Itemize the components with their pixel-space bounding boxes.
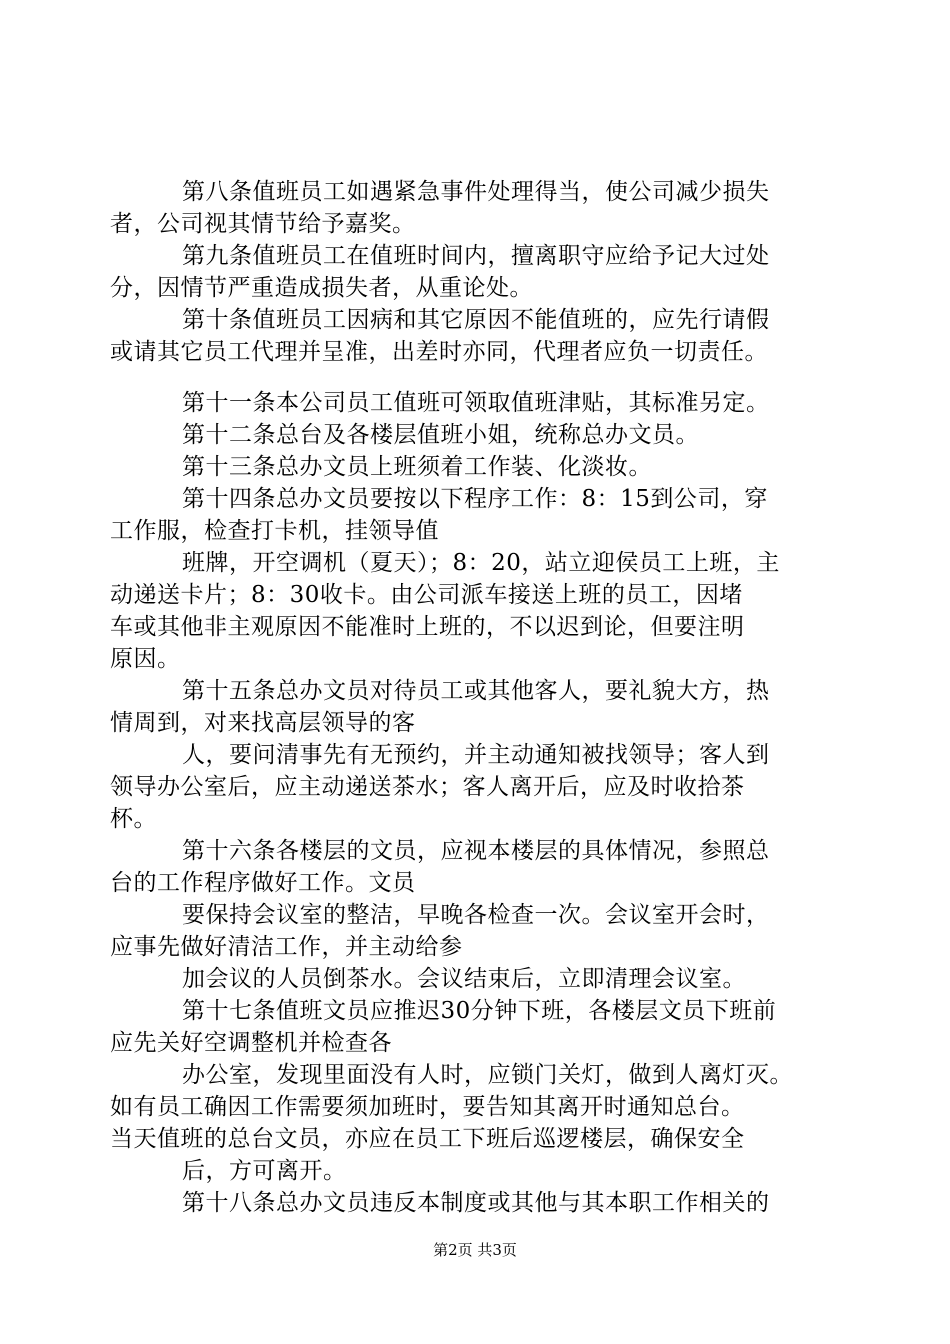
text-line: 应先关好空调整机并检查各	[110, 1030, 392, 1056]
text-line: 如有员工确因工作需要须加班时，要告知其离开时通知总台。	[110, 1094, 745, 1120]
text-line: 动递送卡片；8：30收卡。由公司派车接送上班的员工，因堵	[110, 582, 743, 608]
text-line: 办公室，发现里面没有人时，应锁门关灯，做到人离灯灭。	[182, 1062, 793, 1088]
text-line: 第十六条各楼层的文员，应视本楼层的具体情况，参照总	[182, 838, 770, 864]
text-line: 情周到，对来找高层领导的客	[110, 710, 416, 736]
text-line: 杯。	[110, 806, 157, 832]
text-line: 当天值班的总台文员，亦应在员工下班后巡逻楼层，确保安全	[110, 1126, 745, 1152]
text-line: 第十五条总办文员对待员工或其他客人，要礼貌大方，热	[182, 678, 770, 704]
text-line: 第八条值班员工如遇紧急事件处理得当，使公司减少损失	[182, 179, 770, 205]
text-line: 或请其它员工代理并呈准，出差时亦同，代理者应负一切责任。	[110, 339, 768, 365]
text-line: 者，公司视其情节给予嘉奖。	[110, 211, 416, 237]
text-line: 第九条值班员工在值班时间内，擅离职守应给予记大过处	[182, 243, 770, 269]
text-line: 要保持会议室的整洁，早晚各检查一次。会议室开会时，	[182, 902, 770, 928]
text-line: 领导办公室后，应主动递送茶水；客人离开后，应及时收拾茶	[110, 774, 745, 800]
text-line: 原因。	[110, 646, 181, 672]
text-line: 应事先做好清洁工作，并主动给参	[110, 934, 463, 960]
text-line: 加会议的人员倒茶水。会议结束后，立即清理会议室。	[182, 966, 746, 992]
text-line: 第十二条总台及各楼层值班小姐，统称总办文员。	[182, 422, 699, 448]
text-line: 分，因情节严重造成损失者，从重论处。	[110, 275, 533, 301]
page-number-footer: 第2页 共3页	[433, 1241, 517, 1259]
text-line: 第十七条值班文员应推迟30分钟下班，各楼层文员下班前	[182, 998, 777, 1024]
text-line: 第十八条总办文员违反本制度或其他与其本职工作相关的	[182, 1190, 770, 1216]
text-line: 第十三条总办文员上班须着工作装、化淡妆。	[182, 454, 652, 480]
text-line: 车或其他非主观原因不能准时上班的，不以迟到论，但要注明	[110, 614, 745, 640]
text-line: 后，方可离开。	[182, 1158, 347, 1184]
text-line: 第十四条总办文员要按以下程序工作：8：15到公司，穿	[182, 486, 768, 512]
text-line: 台的工作程序做好工作。文员	[110, 870, 416, 896]
text-line: 工作服，检查打卡机，挂领导值	[110, 518, 439, 544]
text-line: 班牌，开空调机（夏天）；8：20，站立迎侯员工上班，主	[182, 550, 780, 576]
text-line: 第十一条本公司员工值班可领取值班津贴，其标准另定。	[182, 390, 770, 416]
text-line: 第十条值班员工因病和其它原因不能值班的，应先行请假	[182, 307, 770, 333]
text-line: 人，要问清事先有无预约，并主动通知被找领导；客人到	[182, 742, 770, 768]
